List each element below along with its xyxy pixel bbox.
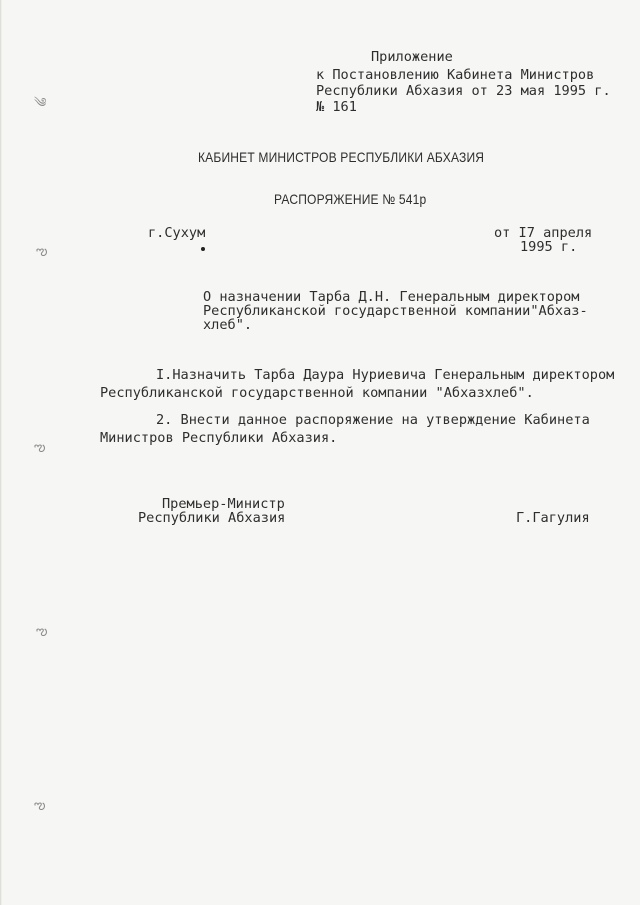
appendix-ref-line-3: № 161 xyxy=(316,99,357,115)
scan-mark: ఌ xyxy=(36,624,48,639)
scan-mark: ఌ xyxy=(34,798,46,813)
appendix-title: Приложение xyxy=(371,49,453,65)
item-2-line-1: 2. Внести данное распоряжение на утверждение Кабинета xyxy=(156,412,590,428)
scan-mark: ఌ xyxy=(36,244,48,259)
scan-mark: ༄ xyxy=(34,96,47,111)
ink-dot xyxy=(201,247,205,251)
subject-line-3: хлеб". xyxy=(203,317,253,333)
appendix-ref-line-1: к Постановлению Кабинета Министров xyxy=(316,67,595,83)
item-2-line-2: Министров Республики Абхазия. xyxy=(100,430,338,446)
date-line-2: 1995 г. xyxy=(520,239,578,255)
item-1-line-2: Республиканской государственной компании "Абхазхлеб". xyxy=(100,385,534,401)
subject-line-2: Республиканской государственной компании"Абхаз- xyxy=(203,303,588,319)
organization-heading: КАБИНЕТ МИНИСТРОВ РЕСПУБЛИКИ АБХАЗИЯ xyxy=(198,149,485,165)
scan-edge xyxy=(0,0,2,905)
city: г.Сухум xyxy=(148,225,206,241)
order-title: РАСПОРЯЖЕНИЕ № 541р xyxy=(274,191,427,207)
item-1-line-1: I.Назначить Тарба Даура Нуриевича Генеральным директором xyxy=(156,367,615,383)
date-line-1: от I7 апреля xyxy=(494,225,593,241)
scan-mark: ఌ xyxy=(34,440,46,455)
subject-line-1: О назначении Тарба Д.Н. Генеральным директором xyxy=(203,289,580,305)
signatory-position-line-2: Республики Абхазия xyxy=(138,510,286,526)
appendix-ref-line-2: Республики Абхазия от 23 мая 1995 г. xyxy=(316,83,611,99)
signatory-position-line-1: Премьер-Министр xyxy=(162,496,285,512)
signatory-name: Г.Гагулия xyxy=(516,510,590,526)
